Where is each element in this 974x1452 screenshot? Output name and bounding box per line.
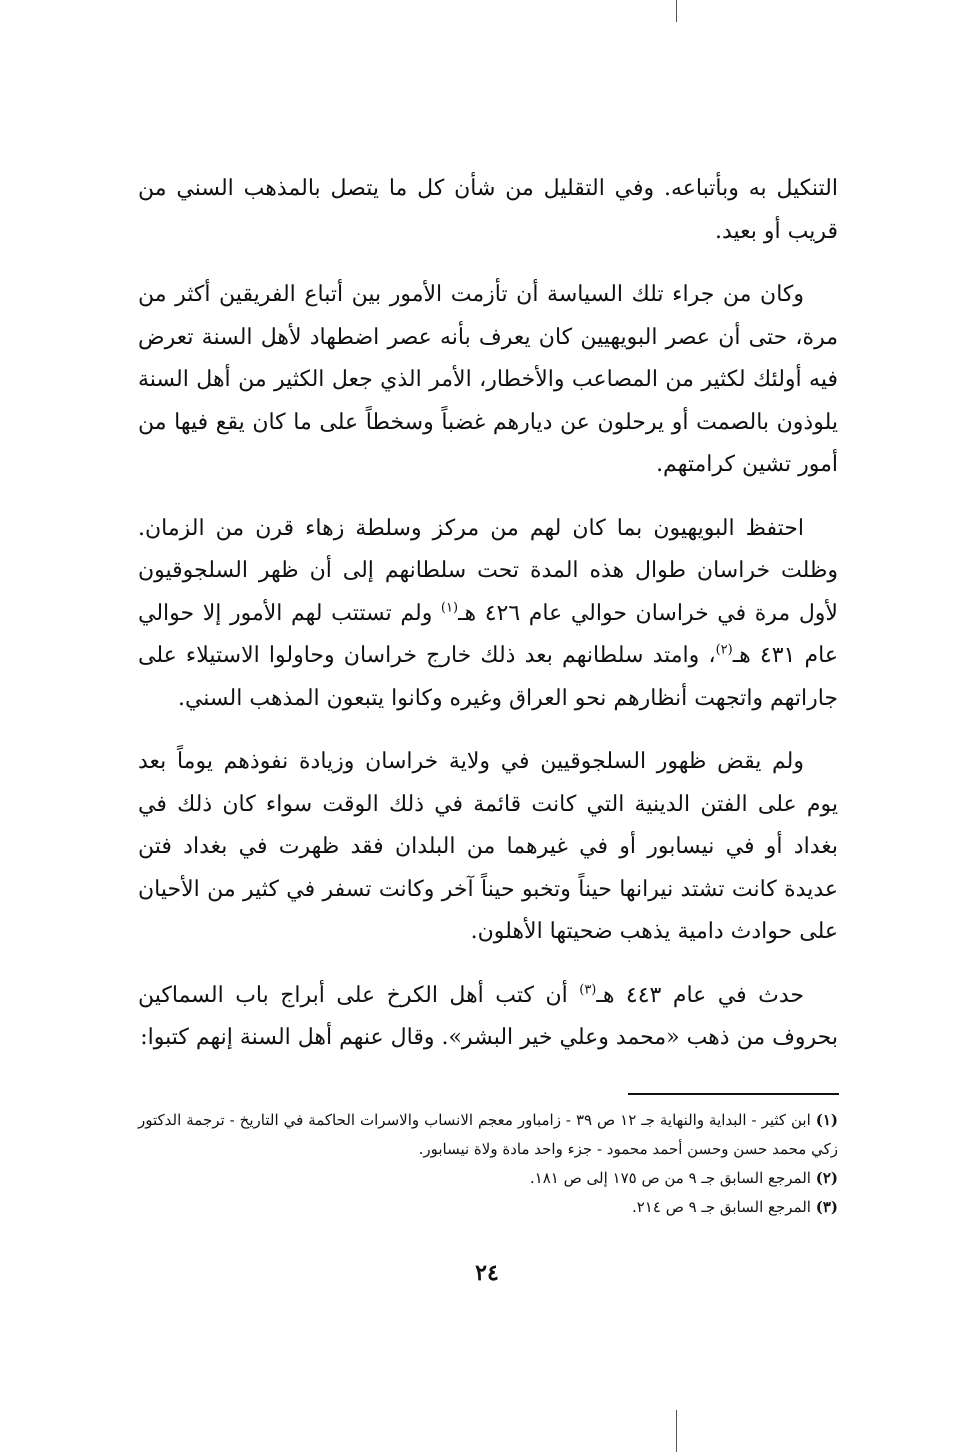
footnote-3-text: المرجع السابق جـ ٩ ص ٢١٤. [631, 1198, 816, 1216]
paragraph-3 [138, 508, 838, 721]
footnote-2-number: (٢) [815, 1169, 838, 1187]
paragraph-3-part-1: احتفظ البويهيون بما كان لهم من مركز وسلطة زهاء قرن من الزمان. وظلت خراسان طوال هذه المدة تحت سلطانهم إلى أن ظهر السلجوقيون لأول مرة في خراسان حوالي عام ٤٢٦ هـ [138, 515, 838, 626]
paragraph-5-part-1: حدث في عام ٤٤٣ هـ [596, 982, 804, 1008]
paragraph-2: وكان من جراء تلك السياسة أن تأزمت الأمور بين أتباع الفريقين أكثر من مرة، حتى أن عصر البويهيين كان يعرف بأنه عصر اضطهاد لأهل السنة تعرض فيه أولئك لكثير من المصاعب والأخطار، الأمر الذي جعل الكثير من أهل السنة يلوذون بالصمت أو يرحلون عن ديارهم غضباً وسخطاً على ما كان يقع فيها من أمور تشين كرامتهم. [138, 282, 838, 477]
footnotes [138, 1106, 838, 1222]
paragraph-1: التنكيل به وبأتباعه. وفي التقليل من شأن كل ما يتصل بالمذهب السني من قريب أو بعيد. [138, 176, 838, 244]
body-text [138, 168, 838, 1081]
footnote-1-text: ابن كثير - البداية والنهاية جـ ١٢ ص ٣٩ - زامباور معجم الانساب والاسرات الحاكمة في التاريخ - ترجمة الدكتور زكي محمد حسن وحسن أحمد محمود - جزء واحد مادة ولاة نيسابور. [138, 1111, 838, 1158]
footnote-1 [138, 1106, 838, 1164]
footnote-1-number: (١) [815, 1111, 839, 1129]
footnote-2-text: المرجع السابق جـ ٩ من ص ١٧٥ إلى ص ١٨١. [529, 1169, 816, 1187]
footnote-divider [628, 1093, 839, 1095]
page-number: ٢٤ [475, 1260, 499, 1286]
crop-mark-bottom [676, 1410, 677, 1452]
crop-mark-top [676, 0, 677, 22]
paragraph-3-part-2: ولم تستتب لهم الأمور إلا حوالي عام ٤٣١ هـ [138, 600, 838, 668]
footnote-ref-3[interactable]: (٣) [579, 982, 597, 998]
footnote-2 [138, 1164, 838, 1193]
footnote-3-number: (٣) [815, 1198, 838, 1216]
paragraph-4: ولم يقض ظهور السلجوقيين في ولاية خراسان وزيادة نفوذهم يوماً بعد يوم على الفتن الدينية التي كانت قائمة في ذلك الوقت سواء كان ذلك في بغداد أو في نيسابور أو في غيرهما من البلدان فقد ظهرت في بغداد فتن عديدة كانت تشتد نيرانها حيناً وتخبو حيناً آخر وكانت تسفر في كثير من الأحيان على حوادث دامية يذهب ضحيتها الأهلون. [138, 749, 838, 944]
paragraph-3-part-3: ، وامتد سلطانهم بعد ذلك خارج خراسان وحاولوا الاستيلاء على جاراتهم واتجهت أنظارهم نحو العراق وغيره وكانوا يتبعون المذهب السني. [138, 643, 838, 711]
paragraph-5-part-2: أن كتب أهل الكرخ على أبراج باب السماكين بحروف من ذهب «محمد وعلي خير البشر». وقال عنهم أهل السنة إنهم كتبوا: [138, 982, 838, 1050]
footnote-3 [138, 1193, 838, 1222]
paragraph-5 [138, 975, 838, 1060]
footnote-ref-2[interactable]: (٢) [715, 642, 733, 658]
footnote-ref-1[interactable]: (١) [440, 600, 459, 616]
